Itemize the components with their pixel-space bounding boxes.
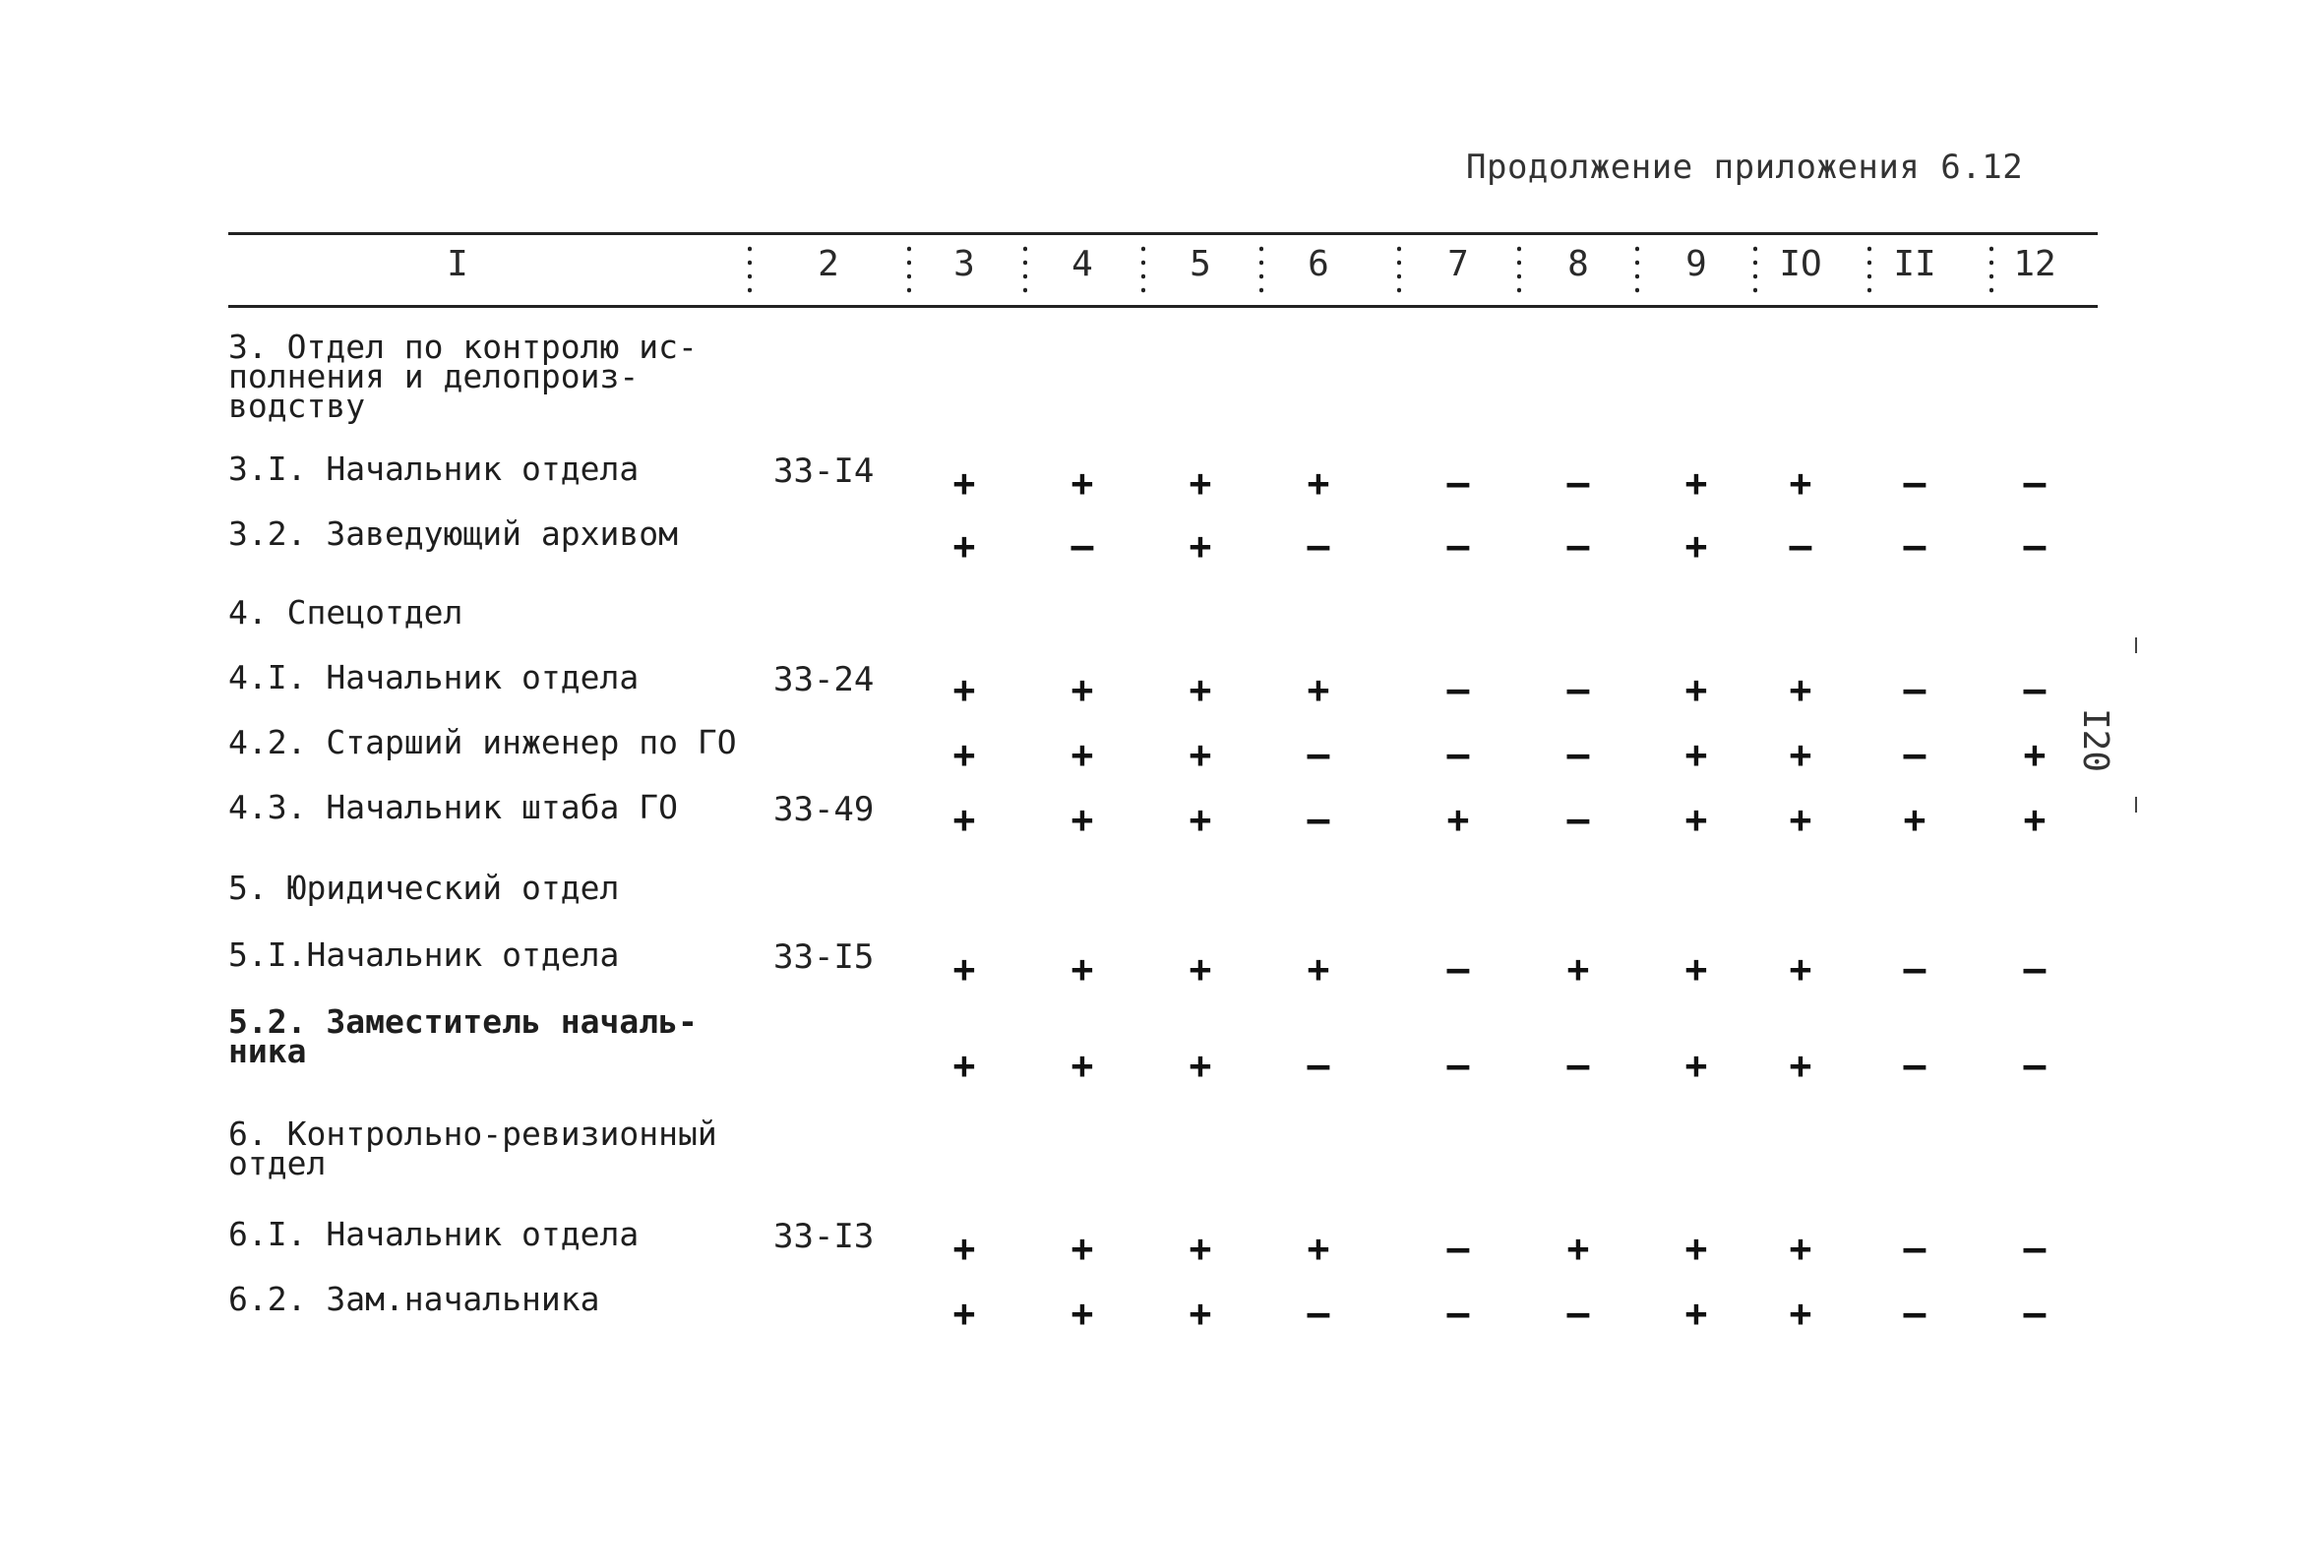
mark-cell: + bbox=[952, 524, 976, 568]
row-label: 5.2. Заместитель началь- ника bbox=[228, 1002, 698, 1070]
mark-cell: + bbox=[2023, 798, 2047, 841]
mark-cell: – bbox=[2023, 947, 2047, 991]
mark-cell: + bbox=[1789, 461, 1812, 505]
mark-cell: + bbox=[1307, 461, 1330, 505]
mark-cell: + bbox=[952, 668, 976, 711]
mark-cell: + bbox=[1903, 798, 1926, 841]
page-header: Продолжение приложения 6.12 bbox=[1466, 148, 2024, 187]
mark-cell: + bbox=[1189, 947, 1212, 991]
page-number: I20 bbox=[2075, 708, 2115, 773]
mark-cell: + bbox=[1684, 668, 1708, 711]
mark-cell: + bbox=[1189, 524, 1212, 568]
mark-cell: + bbox=[1684, 524, 1708, 568]
mark-cell: – bbox=[1446, 461, 1470, 505]
row-code: 33-I5 bbox=[773, 937, 875, 977]
column-header-4: 4 bbox=[1071, 244, 1093, 284]
mark-cell: – bbox=[1446, 1292, 1470, 1335]
mark-cell: + bbox=[1684, 947, 1708, 991]
mark-cell: + bbox=[1789, 798, 1812, 841]
mark-cell: + bbox=[1684, 461, 1708, 505]
mark-cell: – bbox=[2023, 524, 2047, 568]
mark-cell: – bbox=[1307, 798, 1330, 841]
mark-cell: + bbox=[1566, 1227, 1590, 1270]
mark-cell: + bbox=[1789, 1292, 1812, 1335]
mark-cell: – bbox=[1903, 524, 1926, 568]
mark-cell: + bbox=[1789, 668, 1812, 711]
column-separator bbox=[1867, 242, 1871, 299]
mark-cell: + bbox=[1307, 668, 1330, 711]
mark-cell: – bbox=[1446, 1227, 1470, 1270]
mark-cell: – bbox=[1446, 1044, 1470, 1087]
mark-cell: + bbox=[952, 947, 976, 991]
mark-cell: – bbox=[1903, 733, 1926, 776]
mark-cell: – bbox=[1903, 1292, 1926, 1335]
mark-cell: + bbox=[1684, 798, 1708, 841]
column-separator bbox=[1397, 242, 1401, 299]
column-separator bbox=[1141, 242, 1145, 299]
mark-cell: + bbox=[1789, 947, 1812, 991]
mark-cell: – bbox=[1566, 1044, 1590, 1087]
row-label: 5.I.Начальник отдела bbox=[228, 935, 620, 974]
column-header-7: 7 bbox=[1447, 244, 1469, 284]
mark-cell: – bbox=[1903, 668, 1926, 711]
mark-cell: + bbox=[1684, 733, 1708, 776]
mark-cell: + bbox=[1684, 1044, 1708, 1087]
mark-cell: + bbox=[1070, 733, 1094, 776]
mark-cell: – bbox=[1307, 1044, 1330, 1087]
column-header-5: 5 bbox=[1190, 244, 1211, 284]
mark-cell: + bbox=[1307, 1227, 1330, 1270]
mark-cell: + bbox=[952, 1227, 976, 1270]
row-code: 33-I3 bbox=[773, 1217, 875, 1256]
column-header-8: 8 bbox=[1567, 244, 1589, 284]
page-tick-bottom bbox=[2135, 797, 2137, 813]
mark-cell: + bbox=[1789, 733, 1812, 776]
column-header-10: IO bbox=[1779, 244, 1822, 284]
mark-cell: – bbox=[2023, 1044, 2047, 1087]
row-label: 4.2. Старший инженер по ГО bbox=[228, 723, 737, 761]
mark-cell: – bbox=[1566, 733, 1590, 776]
column-separator bbox=[1635, 242, 1639, 299]
column-header-1: I bbox=[447, 244, 468, 284]
table-top-rule bbox=[228, 232, 2098, 235]
column-separator bbox=[907, 242, 911, 299]
mark-cell: – bbox=[1307, 1292, 1330, 1335]
column-separator bbox=[1259, 242, 1263, 299]
mark-cell: + bbox=[1070, 798, 1094, 841]
mark-cell: + bbox=[952, 1044, 976, 1087]
row-label: 4.I. Начальник отдела bbox=[228, 658, 640, 696]
mark-cell: + bbox=[1070, 668, 1094, 711]
column-separator bbox=[1753, 242, 1757, 299]
column-header-9: 9 bbox=[1685, 244, 1707, 284]
mark-cell: – bbox=[1903, 1227, 1926, 1270]
mark-cell: – bbox=[1903, 947, 1926, 991]
mark-cell: – bbox=[1446, 524, 1470, 568]
mark-cell: + bbox=[1189, 1292, 1212, 1335]
mark-cell: – bbox=[1566, 798, 1590, 841]
mark-cell: + bbox=[1189, 1227, 1212, 1270]
mark-cell: + bbox=[1446, 798, 1470, 841]
column-separator bbox=[1023, 242, 1027, 299]
mark-cell: – bbox=[2023, 461, 2047, 505]
row-label: 6. Контрольно-ревизионный отдел bbox=[228, 1115, 717, 1182]
mark-cell: + bbox=[1070, 461, 1094, 505]
mark-cell: – bbox=[1566, 524, 1590, 568]
column-separator bbox=[1989, 242, 1993, 299]
column-header-2: 2 bbox=[818, 244, 839, 284]
row-code: 33-I4 bbox=[773, 452, 875, 491]
mark-cell: + bbox=[1789, 1227, 1812, 1270]
row-label: 3.2. Заведующий архивом bbox=[228, 514, 678, 553]
row-label: 4.3. Начальник штаба ГО bbox=[228, 788, 678, 826]
mark-cell: + bbox=[1189, 668, 1212, 711]
column-header-6: 6 bbox=[1308, 244, 1329, 284]
mark-cell: – bbox=[1903, 1044, 1926, 1087]
column-header-12: 12 bbox=[2013, 244, 2056, 284]
row-label: 3.I. Начальник отдела bbox=[228, 450, 640, 488]
mark-cell: + bbox=[1566, 947, 1590, 991]
mark-cell: – bbox=[1070, 524, 1094, 568]
mark-cell: + bbox=[952, 798, 976, 841]
mark-cell: – bbox=[2023, 668, 2047, 711]
mark-cell: – bbox=[2023, 1292, 2047, 1335]
mark-cell: – bbox=[1446, 668, 1470, 711]
mark-cell: + bbox=[952, 733, 976, 776]
table-header-rule bbox=[228, 305, 2098, 308]
mark-cell: + bbox=[1189, 461, 1212, 505]
mark-cell: + bbox=[1189, 798, 1212, 841]
row-label: 4. Спецотдел bbox=[228, 593, 463, 632]
mark-cell: + bbox=[1070, 1044, 1094, 1087]
mark-cell: – bbox=[2023, 1227, 2047, 1270]
mark-cell: – bbox=[1566, 668, 1590, 711]
mark-cell: – bbox=[1446, 733, 1470, 776]
mark-cell: – bbox=[1789, 524, 1812, 568]
column-separator bbox=[748, 242, 752, 299]
mark-cell: + bbox=[1189, 733, 1212, 776]
mark-cell: + bbox=[1070, 1227, 1094, 1270]
mark-cell: – bbox=[1307, 524, 1330, 568]
row-label: 3. Отдел по контролю ис- полнения и делопроиз- водству bbox=[228, 328, 698, 425]
row-label: 5. Юридический отдел bbox=[228, 869, 620, 907]
mark-cell: + bbox=[1307, 947, 1330, 991]
row-code: 33-24 bbox=[773, 660, 875, 699]
column-header-3: 3 bbox=[953, 244, 975, 284]
mark-cell: + bbox=[952, 461, 976, 505]
mark-cell: + bbox=[1684, 1227, 1708, 1270]
mark-cell: + bbox=[1070, 1292, 1094, 1335]
mark-cell: + bbox=[1789, 1044, 1812, 1087]
mark-cell: – bbox=[1446, 947, 1470, 991]
page-tick-top bbox=[2135, 637, 2137, 653]
mark-cell: + bbox=[2023, 733, 2047, 776]
mark-cell: + bbox=[1684, 1292, 1708, 1335]
row-code: 33-49 bbox=[773, 790, 875, 829]
row-label: 6.2. Зам.начальника bbox=[228, 1280, 600, 1318]
mark-cell: + bbox=[952, 1292, 976, 1335]
column-header-11: II bbox=[1893, 244, 1936, 284]
mark-cell: + bbox=[1070, 947, 1094, 991]
mark-cell: – bbox=[1566, 461, 1590, 505]
mark-cell: – bbox=[1566, 1292, 1590, 1335]
mark-cell: + bbox=[1189, 1044, 1212, 1087]
row-label: 6.I. Начальник отдела bbox=[228, 1215, 640, 1253]
mark-cell: – bbox=[1307, 733, 1330, 776]
mark-cell: – bbox=[1903, 461, 1926, 505]
column-separator bbox=[1517, 242, 1521, 299]
